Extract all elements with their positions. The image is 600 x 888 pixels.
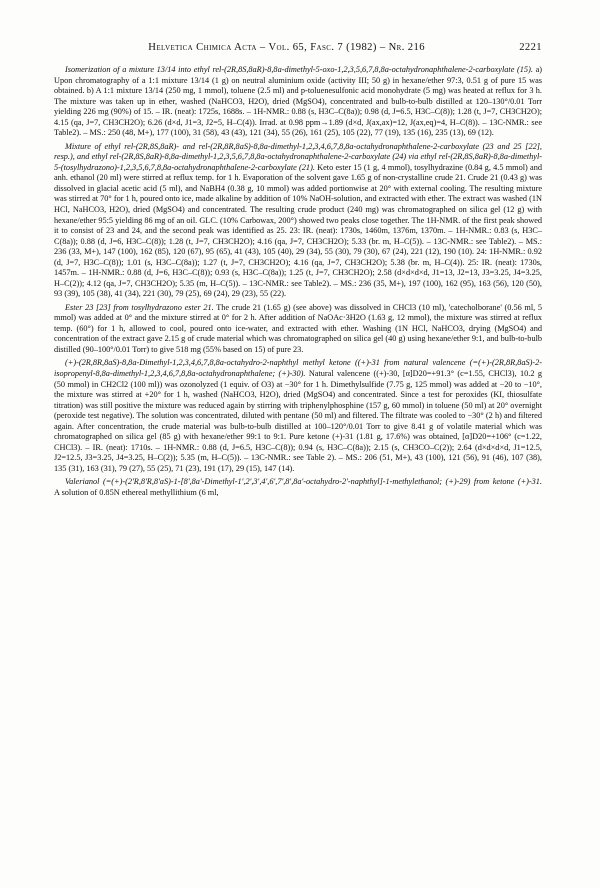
paragraph-body: Natural valencene ((+)-30, [α]D20=+91.3° (c=1.55, CHCl3), 10.2 g (50 mmol) in CH2Cl2 (100 ml)) was ozonolyzed (1 equiv. of O3) at −30° for 1 h. Dimethylsulfide (7.75 g, 125 mmol) was added at −20 to −10°, the mixture was stirred at +20° for 1 h, washed (NaHCO3, H2O), dried (MgSO4) and concentrated. Since a test for peroxides (KI, thiosulfate titration) was still positive the mixture was reduced again by stirring with triphenylphosphine (157 g, 60 mmol) in toluene (50 ml) at 20° overnight (peroxide test negative). The solution was concentrated, diluted with pentane (50 ml) and filtered. The filtrate was cooled to −30° (2 h) and filtered again. After concentration, the crude material was bulb-to-bulb distilled at 100–120°/0.01 Torr to give 8.41 g of volatile material which was chromatographed on silica gel (85 g) with hexane/ether 99:1 to 9:1. Pure ketone (+)-31 (1.81 g, 17.6%) was obtained, [α]D20=+106° (c=1.22, CHCl3). – IR. (neat): 1710s. – 1H-NMR.: 0.88 (d, J=6.5, H3C–C(8)); 0.94 (s, H3C–C(8a)); 2.15 (s, CH3CO–C(2)); 2.64 (d×d×d×d, J1=12.5, J2=12.5, J3=3.25, J4=3.25, H–C(2)); 5.35 (m, H–C(5)). – 13C-NMR.: see Table 2). – MS.: 206 (51, M+), 43 (100), 121 (56), 91 (46), 107 (38), 135 (31), 163 (31), 79 (27), 55 (25), 71 (23), 191 (17), 29 (15), 147 (14). xyxy=(54,368,542,473)
paragraph-heading: Valerianol (=(+)-(2'R,8'R,8'aS)-1-[8',8a'-Dimethyl-1',2',3',4',6',7',8',8a'-octahydro-2'-naphthyl]-1-methylethanol; (+)-29) from ketone (+)-31. xyxy=(65,477,542,487)
page-number: 2221 xyxy=(519,42,542,53)
paragraph-heading: Ester 23 [23] from tosylhydrazono ester 21. xyxy=(65,302,214,312)
journal-title: Helvetica Chimica Acta – Vol. 65, Fasc. 7 (1982) – Nr. 216 xyxy=(148,42,425,53)
paragraph-body: A solution of 0.85N ethereal methyllithium (6 ml, xyxy=(54,487,219,497)
paragraph-body: The crude 21 (1.65 g) (see above) was dissolved in CHCl3 (10 ml), 'catecholborane' (0.56 ml, 5 mmol) was added at 0° and the mixture stirred at 0° for 2 h. After addition of NaOAc·3H2O (1.63 g, 12 mmol), the mixture was stirred at reflux temp. (60°) for 1 h, allowed to cool, poured onto ice-water, and extracted with ether. Washing (1N HCl, NaHCO3, drying (MgSO4) and concentration of the extract gave 2.15 g of crude material which was chromatographed on silica gel (40 g) using hexane/ether 9:1, and bulb-to-bulb distilled (90–100°/0.01 Torr) to give 518 mg (55% based on 15) of pure 23. xyxy=(54,302,542,354)
paragraph-heading: Isomerization of a mixture 13/14 into ethyl rel-(2R,8S,8aR)-8,8a-dimethyl-5-oxo-1,2,3,5,6,7,8,8a-octahydronaphthalene-2-carboxylate (15). xyxy=(65,65,533,74)
paragraph-body: a) Upon chromatography of a 1:1 mixture 13/14 (1 g) on neutral aluminium oxide (activity III; 50 g) in hexane/ether 97:3, 0.51 g of pure 15 was obtained. b) A 1:1 mixture 13/14 (250 mg, 1 mmol), toluene (2.5 ml) and p-toluenesulfonic acid monohydrate (5 mg) was heated at reflux for 3 h. The mixture was taken up in ether, washed (NaHCO3, H2O), dried (MgSO4), concentrated and bulb-to-bulb distilled at 120–130°/0.01 Torr yielding 226 mg (90%) of 15. – IR. (neat): 1725s, 1688s. – 1H-NMR.: 0.88 (s, H3C–C(8a)); 0.98 (d, J=6.5, H3C–C(8)); 1.28 (t, J=7, CH3CH2O); 4.15 (qa, J=7, CH3CH2O); 6.26 (d×d, J1=3, J2=5, H–C(4)). Irrad. at 0.98 ppm→1.89 (d×d, J(ax,ax)=12, J(ax,eq)=4, H–C(8)). – 13C-NMR.: see Table2). – MS.: 250 (48, M+), 177 (100), 31 (58), 43 (43), 121 (34), 55 (26), 161 (25), 105 (22), 77 (19), 135 (16), 235 (13), 69 (12). xyxy=(54,65,542,138)
paragraph-valerianol xyxy=(54,477,542,498)
paragraph-isomerization xyxy=(54,65,542,139)
paragraph-heading: Mixture of ethyl rel-(2R,8S,8aR)- and rel-(2R,8R,8aS)-8,8a-dimethyl-1,2,3,4,6,7,8,8a-octahydronaphthalene-2-carboxylate (23 and 25 [22], resp.), and ethyl rel-(2R,8S,8aR)-8,8a-dimethyl-1,2,3,5,6,7,8,8a-octahydronaphthalene-2-carboxylate (24) via ethyl rel-(2R,8S,8aR)-8,8a-dimethyl-5-(tosylhydrazono)-1,2,3,5,6,7,8,8a-octahydronaphthalene-2-carboxylate (21). xyxy=(54,141,542,172)
paragraph-heading: (+)-(2R,8R,8aS)-8,8a-Dimethyl-1,2,3,4,6,7,8,8a-octahydro-2-naphthyl methyl ketone ((+)-31 from natural valencene (=(+)-(2R,8R,8aS)-2-isopropenyl-8,8a-dimethyl-1,2,3,4,6,7,8,8a-octahydronaphthalene; (+)-30). xyxy=(54,358,542,378)
paragraph-body: Keto ester 15 (1 g, 4 mmol), tosylhydrazine (0.84 g, 4.5 mmol) and anh. ethanol (20 ml) were stirred at reflux temp. for 1 h. Evaporation of the solvent gave 1.65 g of non-crystalline crude 21. Crude 21 (0.43 g) was dissolved in glacial acetic acid (5 ml), and NaBH4 (0.38 g, 10 mmol) was added portionwise at 20° with external cooling. The resulting mixture was stirred at 70° for 1 h, poured onto ice, made alkaline by addition of 10% NaOH-solution, and extracted with ether. The extract was washed (1N HCl, NaHCO3, H2O), dried (MgSO4) and concentrated. The resulting crude product (240 mg) was chromatographed on silica gel (12 g) with hexane/ether 95:5 yielding 86 mg of an oil. GLC. (10% Carbowax, 200°) showed two peaks close together. The 1H-NMR. of the first peak showed it to consist of 23 and 24, and the second peak was identified as 25. 23: IR. (neat): 1730s, 1460m, 1376m, 1370m. – 1H-NMR.: 0.83 (s, H3C–C(8a)); 0.88 (d, J=6, H3C–C(8)); 1.28 (t, J=7, CH3CH2O); 4.16 (qa, J=7, CH3CH2O); 5.33 (br. m, H–C(5)). – 13C-NMR.: see Table2). – MS.: 236 (33, M+), 147 (100), 162 (85), 120 (67), 95 (65), 41 (43), 105 (40), 29 (34), 55 (30), 79 (30), 67 (24), 221 (12), 190 (10). 24: 1H-NMR.: 0.92 (d, J=7, H3C–C(8)); 1.01 (s, H3C–C(8a)); 1.27 (t, J=7, CH3CH2O); 4.16 (qa, J=7, CH3CH2O); 5.38 (br. m, H–C(4)). 25: IR. (neat): 1730s, 1457m. – 1H-NMR.: 0.88 (d, J=6, H3C–C(8)); 0.93 (s, H3C–C(8a)); 1.25 (t, J=7, CH3CH2O); 2.58 (d×d×d×d, J1=13, J2=13, J3=3.25, J4=3.25, H–C(2)); 4.12 (qa, J=7, CH3CH2O); 5.35 (m, H–C(5)). – 13C-NMR.: see Table2). – MS.: 236 (35, M+), 197 (100), 162 (95), 163 (56), 120 (50), 93 (39), 105 (38), 41 (34), 221 (30), 79 (25), 69 (24), 29 (23), 55 (22). xyxy=(54,162,542,299)
paragraph-ketone-31 xyxy=(54,358,542,474)
paragraph-ester-23 xyxy=(54,303,542,356)
running-head xyxy=(54,42,542,53)
paragraph-mixture-23-25 xyxy=(54,142,542,300)
